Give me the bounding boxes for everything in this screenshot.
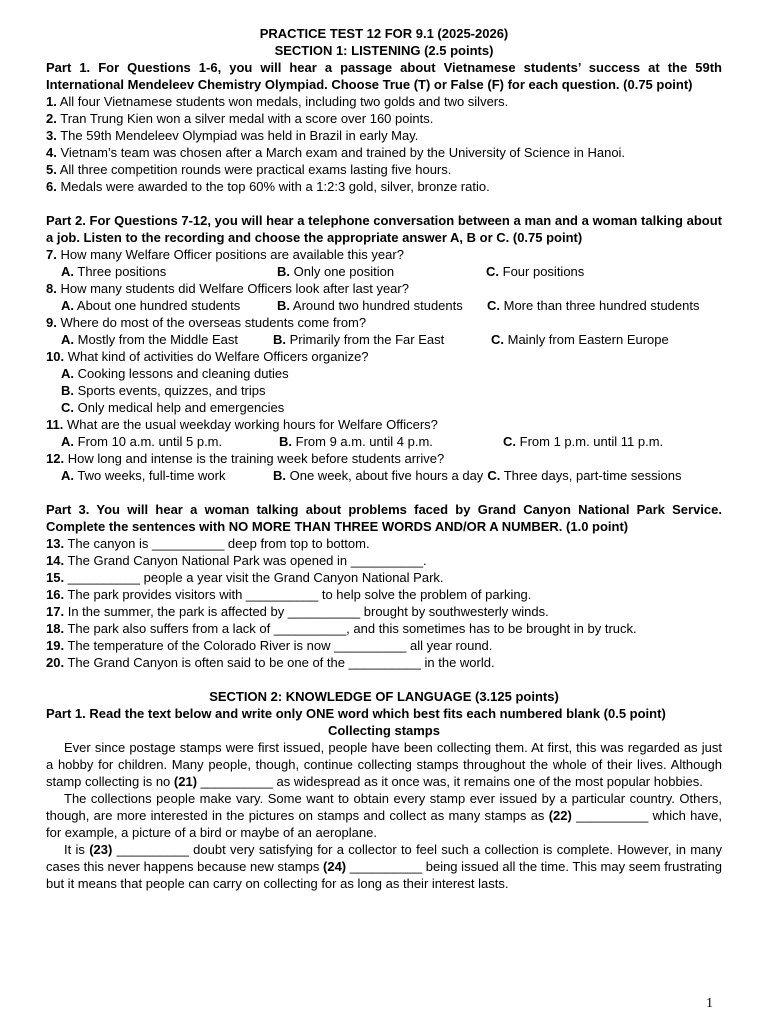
question-11 [46,416,722,450]
options-row [46,467,722,484]
question-12 [46,450,722,484]
section1-title: SECTION 1: LISTENING (2.5 points) [274,43,494,58]
question-stem: 10. What kind of activities do Welfare Officers organize? [46,349,369,364]
part1-instruction: Part 1. For Questions 1-6, you will hear a passage about Vietnamese students’ success at the 59th International Mendeleev Chemistry Olympiad. Choose True (T) or False (F) for each question. (0.75 point) [46,60,722,92]
option-c: C. Three days, part-time sessions [487,468,682,483]
blank-number: (21) [173,774,198,789]
option-c: C. Four positions [486,264,585,279]
option-b: B. Sports events, quizzes, and trips [61,383,266,398]
list-item: 15. __________ people a year visit the Grand Canyon National Park. [46,570,444,585]
spacer [46,671,722,688]
list-item: 17. In the summer, the park is affected by __________ brought by southwesterly winds. [46,604,549,619]
option-a: A. Three positions [61,264,167,279]
spacer [46,484,722,501]
option-c: C. From 1 p.m. until 11 p.m. [503,434,664,449]
blank-number: (22) [548,808,572,823]
list-item: 5. All three competition rounds were practical exams lasting five hours. [46,162,452,177]
passage-paragraph: It is (23) __________ doubt very satisfying for a collector to feel such a collection is complete. However, in many cases this never happens because new stamps (24) __________ being issued all the time. This may seem frustrating but it means that people can carry on collecting for as long as their interest lasts. [46,842,723,891]
option-b: B. Primarily from the Far East [273,332,445,347]
question-7 [46,246,722,280]
question-stem: 7. How many Welfare Officer positions are available this year? [46,247,404,262]
list-item: 1. All four Vietnamese students won medals, including two golds and two silvers. [46,94,509,109]
option-b: B. Around two hundred students [277,298,463,313]
list-item: 16. The park provides visitors with __________ to help solve the problem of parking. [46,587,532,602]
list-item: 3. The 59th Mendeleev Olympiad was held in Brazil in early May. [46,128,419,143]
options-row [46,263,722,280]
option-b: B. From 9 a.m. until 4 p.m. [279,434,433,449]
question-10 [46,348,722,416]
option-a: A. Two weeks, full-time work [61,468,226,483]
list-item: 2. Tran Trung Kien won a silver medal with a score over 160 points. [46,111,434,126]
options-row [46,297,722,314]
list-item: 20. The Grand Canyon is often said to be one of the __________ in the world. [46,655,495,670]
question-8 [46,280,722,314]
question-stem: 8. How many students did Welfare Officers look after last year? [46,281,409,296]
list-item: 13. The canyon is __________ deep from top to bottom. [46,536,370,551]
options-row [46,331,722,348]
test-page [46,25,722,892]
part1-list [46,93,722,195]
spacer [46,195,722,212]
list-item: 19. The temperature of the Colorado River is now __________ all year round. [46,638,493,653]
list-item: 4. Vietnam’s team was chosen after a March exam and trained by the University of Science in Hanoi. [46,145,626,160]
option-b: B. One week, about five hours a day [273,468,484,483]
option-a: A. Mostly from the Middle East [61,332,239,347]
option-a: A. Cooking lessons and cleaning duties [61,366,289,381]
question-stem: 11. What are the usual weekday working hours for Welfare Officers? [46,417,438,432]
option-c: C. More than three hundred students [487,298,700,313]
passage-paragraph: The collections people make vary. Some want to obtain every stamp ever issued by a particular country. Others, though, are more interested in the pictures on stamps and collect as many stamps as (22) __________ which have, for example, a picture of a bird or maybe of an aeroplane. [46,791,722,840]
question-stem: 9. Where do most of the overseas students come from? [46,315,367,330]
question-stem: 12. How long and intense is the training week before students arrive? [46,451,445,466]
option-b: B. Only one position [277,264,395,279]
option-c: C. Mainly from Eastern Europe [491,332,669,347]
passage-paragraph: Ever since postage stamps were first issued, people have been collecting them. At first, this was regarded as just a hobby for children. Many people, though, continue collecting stamps throughout the whole of their lives. Although stamp collecting is no (21) __________ as widespread as it once was, it remains one of the most popular hobbies. [46,740,722,789]
page-number: 1 [706,996,713,1011]
section2-part1-instruction: Part 1. Read the text below and write only ONE word which best fits each numbered blank (0.5 point) [46,706,666,721]
options-row [46,433,722,450]
option-c: C. Only medical help and emergencies [61,400,285,415]
option-a: A. From 10 a.m. until 5 p.m. [61,434,223,449]
question-9 [46,314,722,348]
part3-instruction: Part 3. You will hear a woman talking about problems faced by Grand Canyon National Park Service. Complete the sentences with NO MORE THAN THREE WORDS AND/OR A NUMBER. (1.0 point) [46,502,722,534]
blank-number: (24) [323,859,347,874]
test-title: PRACTICE TEST 12 FOR 9.1 (2025-2026) [259,26,509,41]
blank-number: (23) [89,842,113,857]
option-a: A. About one hundred students [61,298,241,313]
passage-title: Collecting stamps [328,723,440,738]
part2-instruction: Part 2. For Questions 7-12, you will hear a telephone conversation between a man and a woman talking about a job. Listen to the recording and choose the appropriate answer A, B or C. (0.75 point) [46,213,722,245]
list-item: 18. The park also suffers from a lack of __________, and this sometimes has to be brought in by truck. [46,621,637,636]
list-item: 6. Medals were awarded to the top 60% with a 1:2:3 gold, silver, bronze ratio. [46,179,490,194]
section2-title: SECTION 2: KNOWLEDGE OF LANGUAGE (3.125 points) [209,689,559,704]
part3-list [46,535,722,671]
list-item: 14. The Grand Canyon National Park was opened in __________. [46,553,427,568]
